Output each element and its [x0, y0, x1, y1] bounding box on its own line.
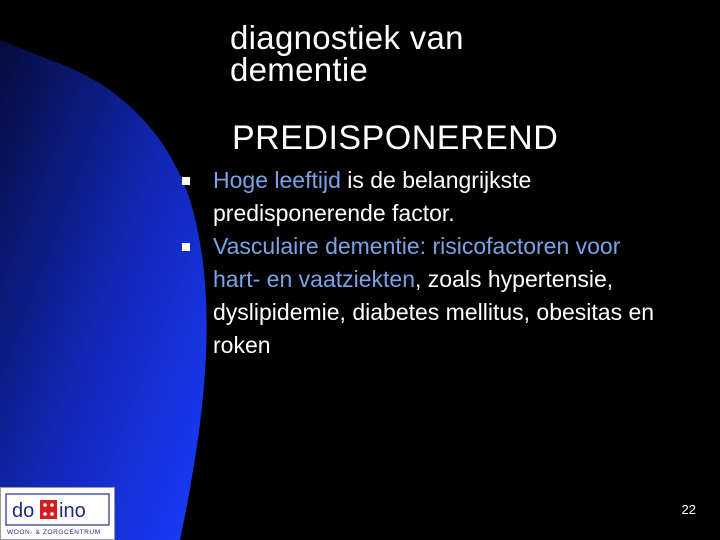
bullet-text: , zoals hypertensie, dyslipidemie, diabetes mellitus, obesitas en roken [213, 266, 655, 358]
slide-subtitle: PREDISPONEREND [232, 119, 559, 157]
title-line: dementie [230, 51, 369, 88]
page-number: 22 [681, 502, 696, 517]
svg-text:WOON- & ZORGCENTRUM: WOON- & ZORGCENTRUM [7, 529, 101, 536]
bullet-item [180, 164, 660, 230]
square-bullet-icon [182, 243, 190, 251]
bullet-item [180, 230, 660, 362]
bullet-accent-text: Hoge leeftijd [213, 167, 341, 193]
domino-logo [0, 487, 115, 540]
square-bullet-icon [182, 177, 190, 185]
bullet-text: is de belangrijkste predisponerende factor. [213, 167, 532, 226]
svg-text:ino: ino [59, 500, 86, 522]
title-line: diagnostiek van [230, 19, 464, 56]
svg-text:do: do [12, 500, 35, 522]
bullet-list [180, 164, 660, 362]
bullet-accent-text: Vasculaire dementie: risicofactoren voor hart- en vaatziekten [213, 233, 621, 292]
slide-title [230, 19, 690, 88]
domino-logo-icon [1, 488, 114, 539]
